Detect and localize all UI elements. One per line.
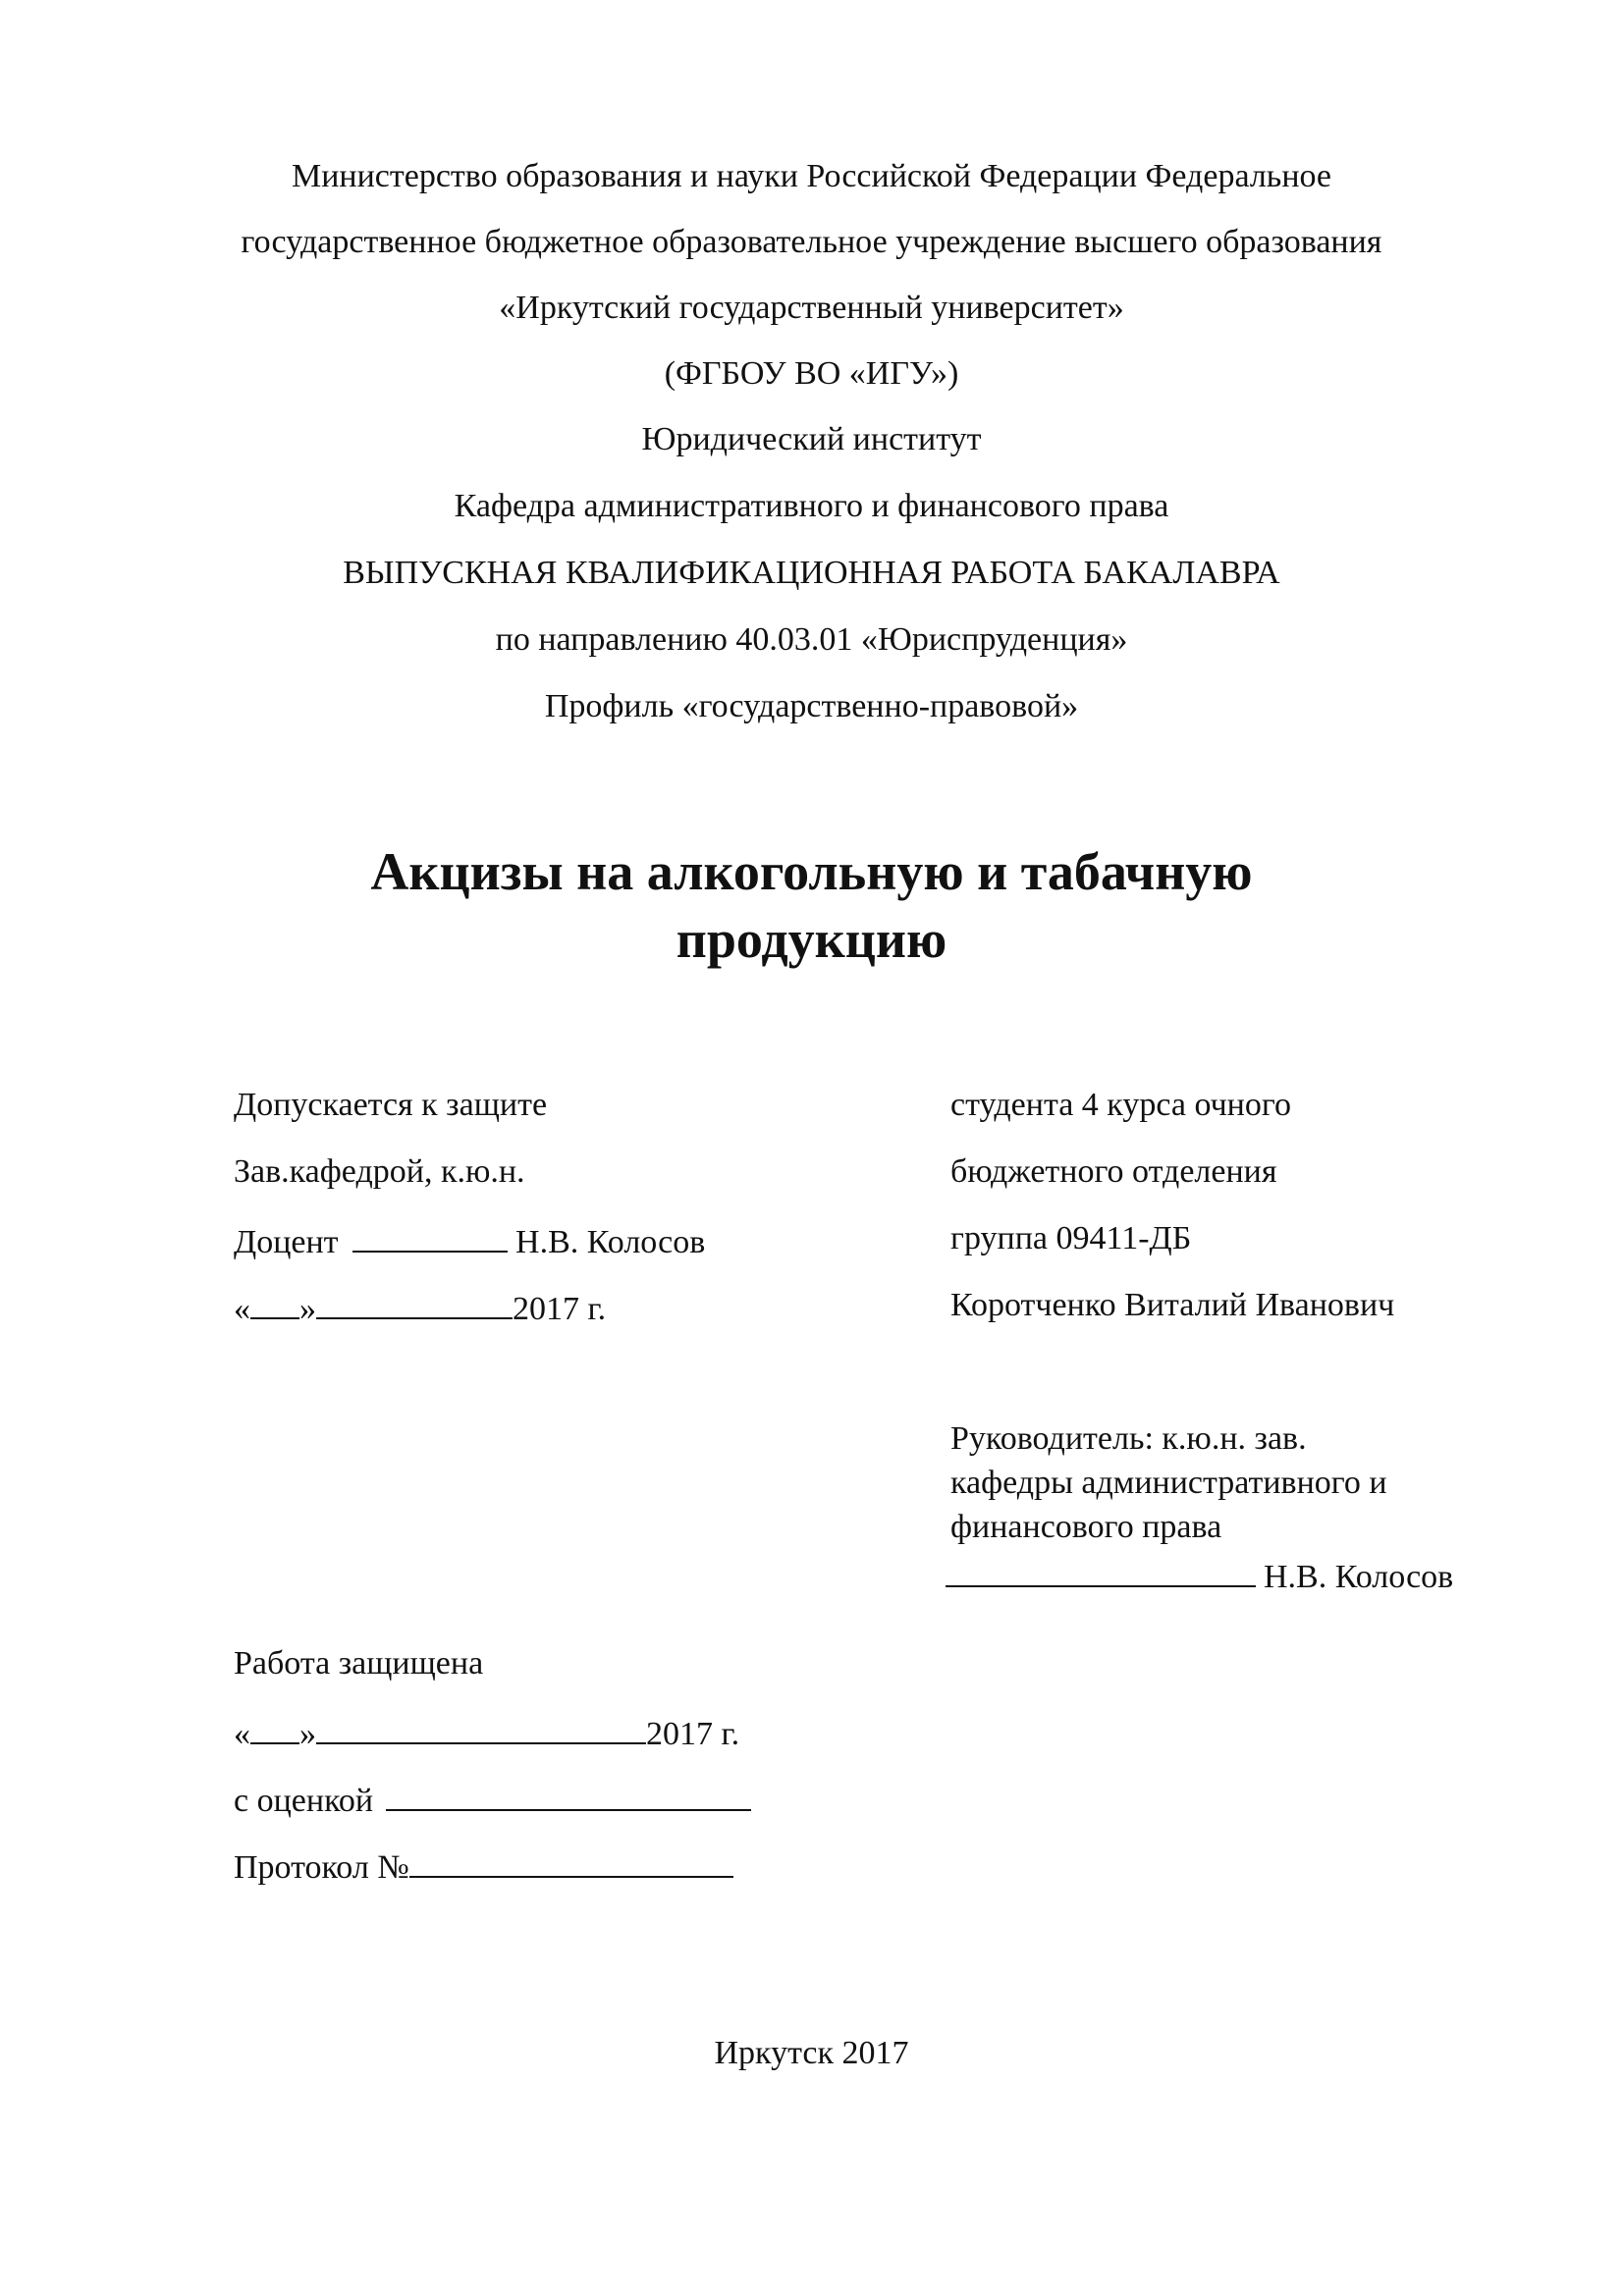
department-name: Кафедра административного и финансового права <box>454 488 1169 524</box>
admission-date-close-quote: » <box>299 1291 316 1327</box>
city-and-year: Иркутск 2017 <box>714 2035 909 2071</box>
docent-signature-blank <box>352 1219 508 1253</box>
protocol-line <box>234 1844 733 1888</box>
defense-date-line <box>234 1711 739 1754</box>
student-group: группа 09411-ДБ <box>950 1220 1192 1256</box>
defense-day-blank <box>250 1711 299 1744</box>
ministry-line: Министерство образования и науки Российской Федерации Федеральное <box>291 158 1332 194</box>
supervisor-title-line-1: Руководитель: к.ю.н. зав. <box>950 1420 1307 1457</box>
supervisor-title-line-3: финансового права <box>950 1509 1222 1545</box>
supervisor-signature-line <box>946 1554 1453 1597</box>
grade-label: с оценкой <box>234 1783 374 1819</box>
defense-date-close-quote: » <box>299 1716 316 1752</box>
work-type: ВЫПУСКНАЯ КВАЛИФИКАЦИОННАЯ РАБОТА БАКАЛАВРА <box>343 555 1280 591</box>
defense-label: Работа защищена <box>234 1645 484 1682</box>
defense-year: 2017 г. <box>646 1716 740 1752</box>
supervisor-title-line-2: кафедры административного и <box>950 1465 1387 1501</box>
university-name: «Иркутский государственный университет» <box>499 290 1124 326</box>
direction-line: по направлению 40.03.01 «Юриспруденция» <box>495 621 1128 658</box>
protocol-label: Протокол № <box>234 1849 409 1886</box>
supervisor-signature-blank <box>946 1554 1256 1587</box>
admission-date-open-quote: « <box>234 1291 250 1327</box>
student-department: бюджетного отделения <box>950 1153 1277 1190</box>
supervisor-name: Н.В. Колосов <box>1264 1559 1454 1595</box>
admission-month-blank <box>316 1286 513 1319</box>
institution-line: государственное бюджетное образовательное учреждение высшего образования <box>241 224 1382 260</box>
docent-signature-line <box>234 1219 705 1262</box>
student-name: Коротченко Виталий Иванович <box>950 1287 1395 1323</box>
thesis-title-line-1: Акцизы на алкогольную и табачную <box>370 842 1253 901</box>
admission-year: 2017 г. <box>513 1291 607 1327</box>
grade-line <box>234 1778 751 1821</box>
docent-label: Доцент <box>234 1224 339 1260</box>
docent-name: Н.В. Колосов <box>515 1224 706 1260</box>
thesis-title-line-2: продукцию <box>676 910 947 969</box>
protocol-number-blank <box>409 1844 733 1878</box>
admission-date-line <box>234 1286 606 1329</box>
admission-label: Допускается к защите <box>234 1087 548 1123</box>
defense-month-blank <box>316 1711 646 1744</box>
institute-name: Юридический институт <box>641 421 982 457</box>
head-of-department-label: Зав.кафедрой, к.ю.н. <box>234 1153 525 1190</box>
admission-day-blank <box>250 1286 299 1319</box>
student-course: студента 4 курса очного <box>950 1087 1291 1123</box>
university-abbreviation: (ФГБОУ ВО «ИГУ») <box>664 355 959 392</box>
profile-line: Профиль «государственно-правовой» <box>544 688 1079 724</box>
defense-date-open-quote: « <box>234 1716 250 1752</box>
grade-blank <box>386 1778 751 1811</box>
